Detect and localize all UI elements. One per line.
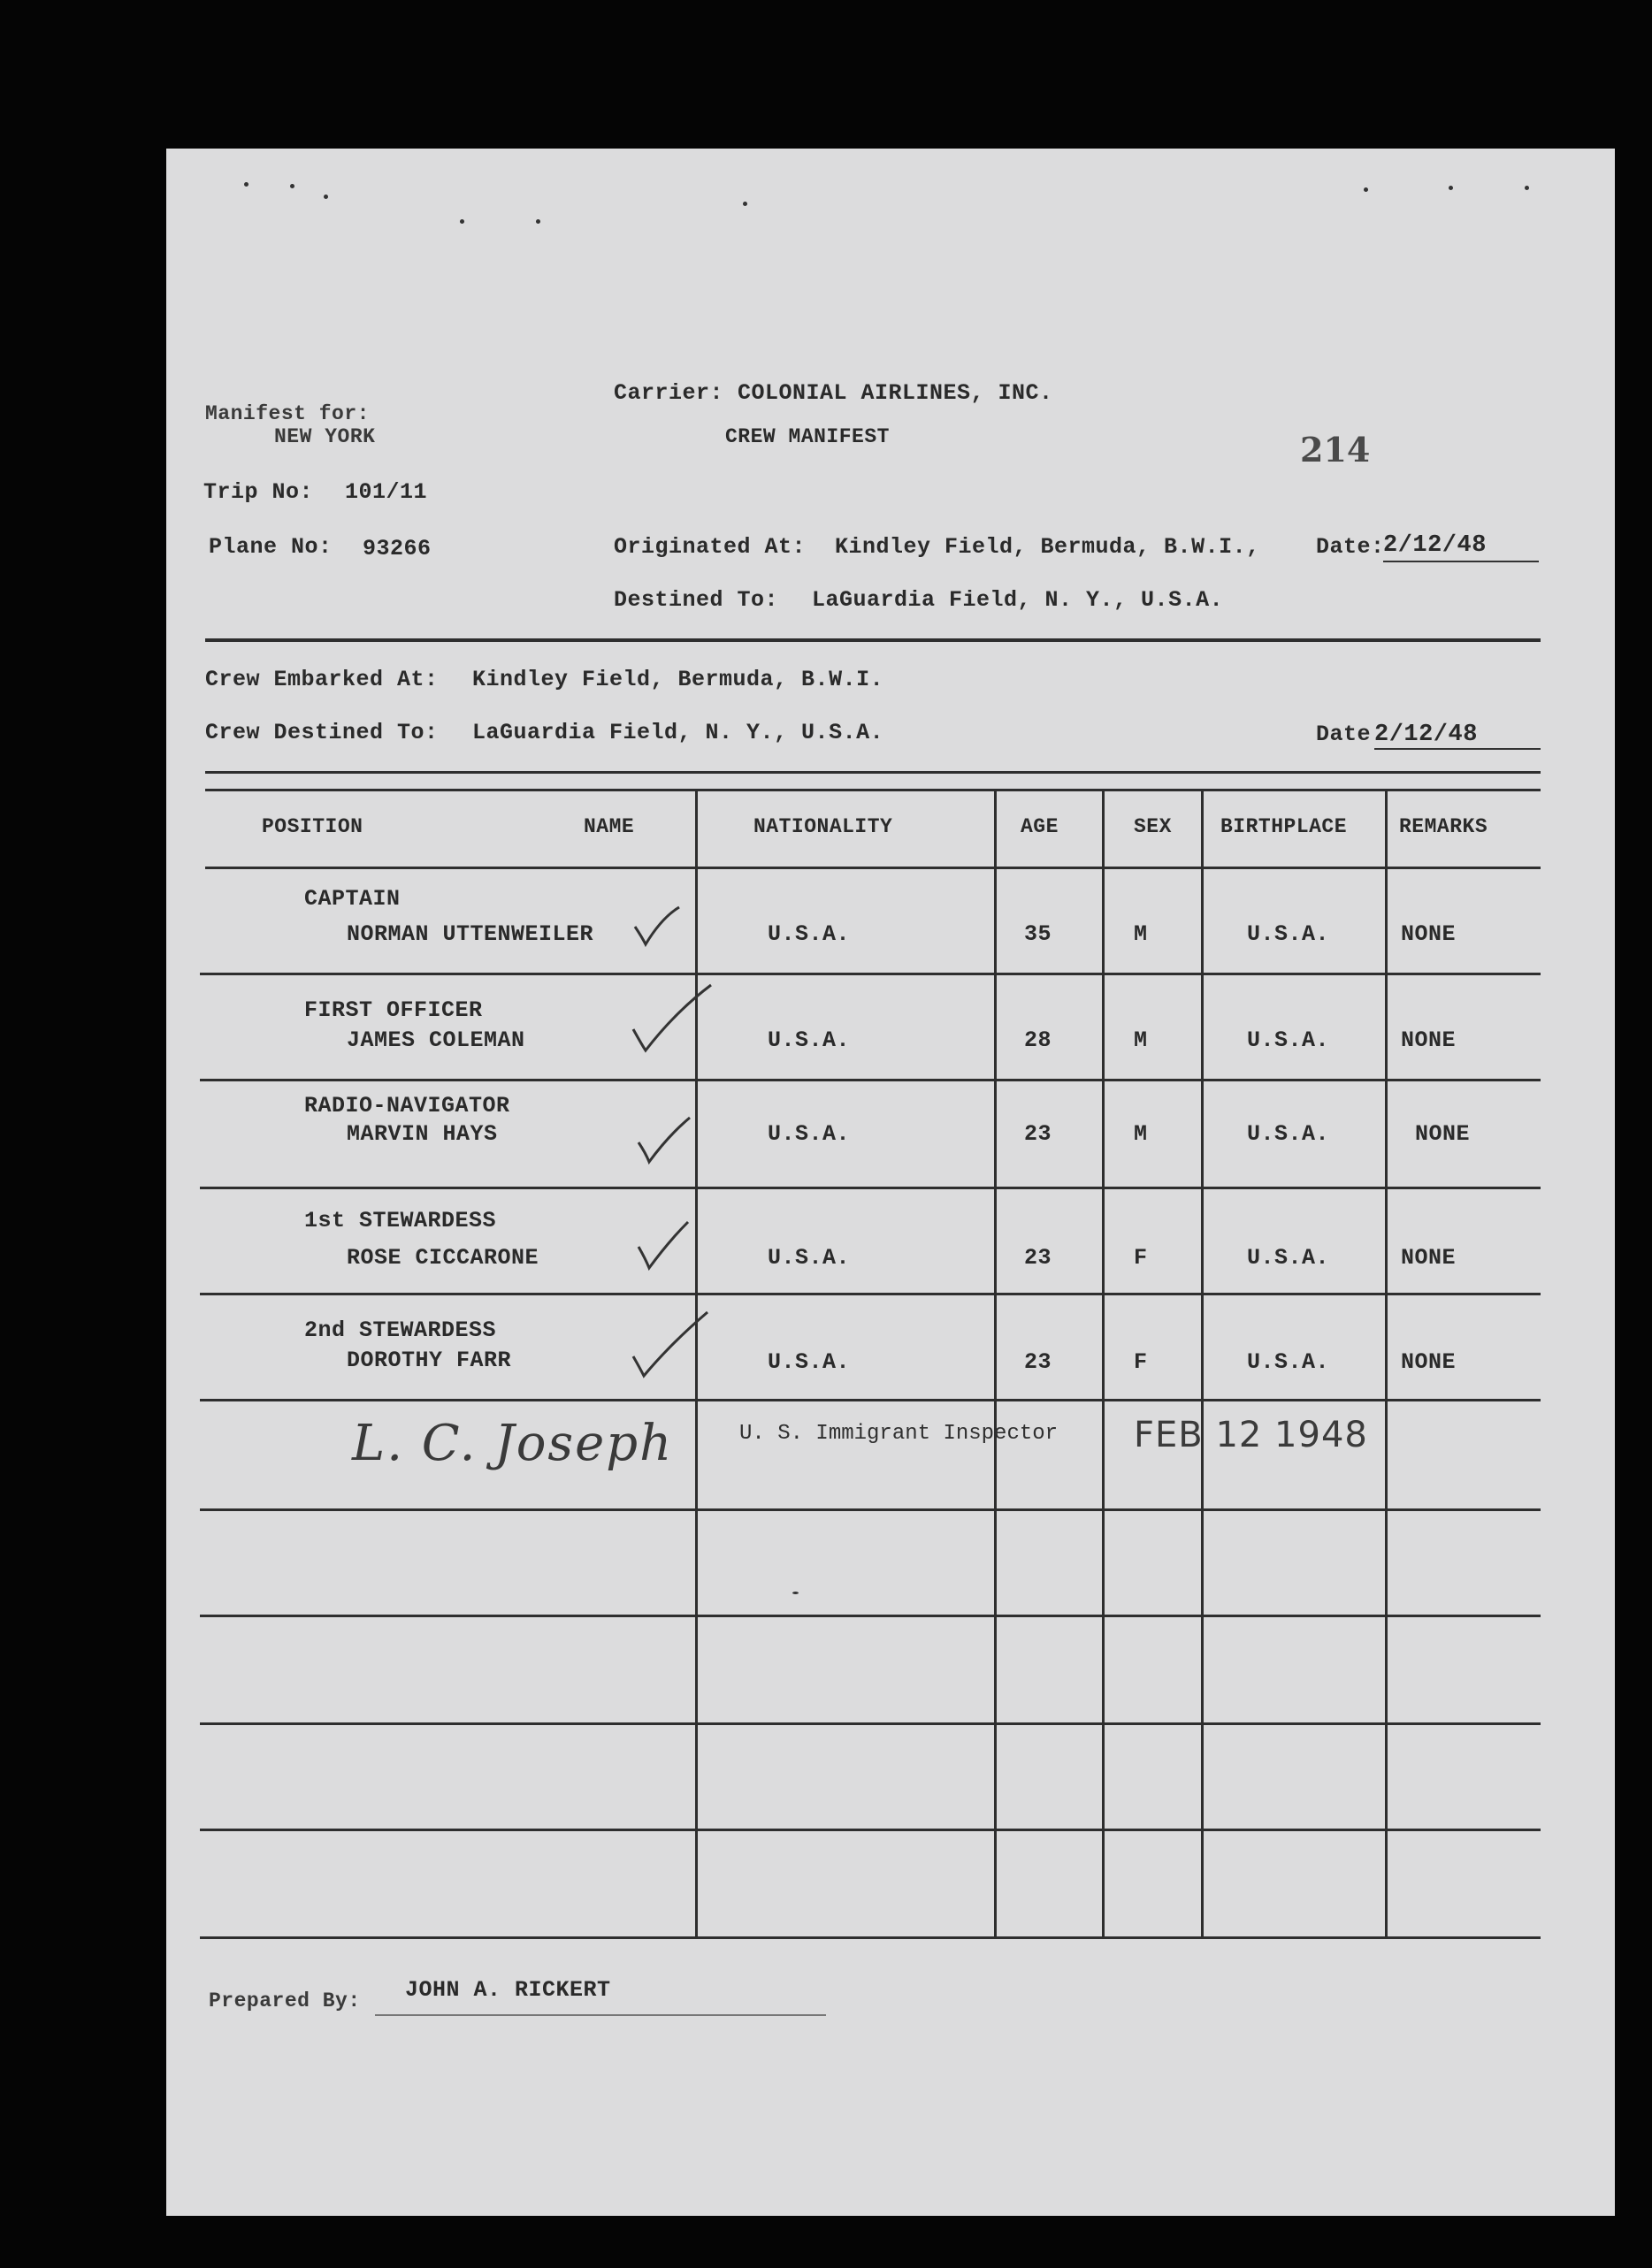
document-title: CREW MANIFEST xyxy=(725,425,890,448)
crew-destined-label: Crew Destined To: xyxy=(205,720,439,745)
row-birthplace: U.S.A. xyxy=(1247,921,1330,947)
row-sex: F xyxy=(1134,1349,1148,1375)
prepared-by-value: JOHN A. RICKERT xyxy=(405,1977,611,2003)
row-remarks: NONE xyxy=(1401,1245,1457,1271)
col-header-sex: SEX xyxy=(1134,815,1172,838)
row-line xyxy=(200,1293,1541,1295)
row-name: MARVIN HAYS xyxy=(347,1121,498,1147)
date-underline xyxy=(1383,561,1539,562)
row-line xyxy=(200,1079,1541,1081)
date-stamp: FEB 12 1948 xyxy=(1134,1415,1368,1455)
speck xyxy=(536,219,540,224)
row-line xyxy=(200,1508,1541,1511)
row-age: 28 xyxy=(1024,1027,1052,1053)
plane-value: 93266 xyxy=(363,536,432,561)
inspector-title: U. S. Immigrant Inspector xyxy=(739,1422,1059,1446)
manifest-for-label: Manifest for: xyxy=(205,402,370,425)
table-header-line xyxy=(205,867,1541,869)
speck xyxy=(324,195,328,199)
manifest-for-value: NEW YORK xyxy=(274,425,376,448)
plane-label: Plane No: xyxy=(209,534,333,560)
row-position: FIRST OFFICER xyxy=(304,997,483,1023)
row-sex: M xyxy=(1134,921,1148,947)
row-name: NORMAN UTTENWEILER xyxy=(347,921,594,947)
row-sex: M xyxy=(1134,1027,1148,1053)
carrier-label: Carrier: xyxy=(614,380,724,406)
manifest-document xyxy=(166,149,1615,2216)
col-divider xyxy=(1201,790,1204,1936)
col-divider xyxy=(994,790,997,1936)
row-nationality: U.S.A. xyxy=(768,1245,851,1271)
destined-label: Destined To: xyxy=(614,587,779,613)
trip-value: 101/11 xyxy=(345,479,428,505)
crew-embarked-label: Crew Embarked At: xyxy=(205,667,439,692)
check-mark-icon xyxy=(623,1303,729,1401)
inspector-signature: L. C. Joseph xyxy=(352,1415,674,1472)
crew-destined-value: LaGuardia Field, N. Y., U.S.A. xyxy=(472,720,884,745)
row-age: 23 xyxy=(1024,1245,1052,1271)
table-top-line xyxy=(205,771,1541,774)
row-position: CAPTAIN xyxy=(304,886,401,912)
header-divider xyxy=(205,638,1541,642)
row-nationality: U.S.A. xyxy=(768,1349,851,1375)
date-value: 2/12/48 xyxy=(1383,532,1487,559)
col-divider xyxy=(1102,790,1105,1936)
crew-date-underline xyxy=(1374,748,1541,750)
check-mark-icon xyxy=(626,891,723,971)
row-name: ROSE CICCARONE xyxy=(347,1245,539,1271)
row-nationality: U.S.A. xyxy=(768,921,851,947)
speck xyxy=(743,202,747,206)
speck xyxy=(244,182,249,187)
col-header-remarks: REMARKS xyxy=(1399,815,1488,838)
table-bottom-line xyxy=(200,1936,1541,1939)
row-position: 2nd STEWARDESS xyxy=(304,1317,497,1343)
row-nationality: U.S.A. xyxy=(768,1121,851,1147)
speck xyxy=(290,184,294,188)
page-number: 214 xyxy=(1300,430,1371,470)
row-position: 1st STEWARDESS xyxy=(304,1208,497,1233)
speck xyxy=(1525,186,1529,190)
col-divider xyxy=(1385,790,1388,1936)
check-mark-icon xyxy=(623,976,729,1073)
speck xyxy=(460,219,464,224)
row-remarks: NONE xyxy=(1415,1121,1471,1147)
originated-value: Kindley Field, Bermuda, B.W.I., xyxy=(835,534,1260,560)
speck xyxy=(792,1592,799,1594)
col-header-age: AGE xyxy=(1021,815,1059,838)
row-remarks: NONE xyxy=(1401,1027,1457,1053)
row-line xyxy=(200,1829,1541,1831)
speck xyxy=(1364,187,1368,192)
row-birthplace: U.S.A. xyxy=(1247,1027,1330,1053)
prepared-by-underline xyxy=(375,2014,826,2016)
row-remarks: NONE xyxy=(1401,921,1457,947)
col-header-birthplace: BIRTHPLACE xyxy=(1220,815,1348,838)
row-birthplace: U.S.A. xyxy=(1247,1245,1330,1271)
carrier-value: COLONIAL AIRLINES, INC. xyxy=(738,380,1053,406)
table-top-line-2 xyxy=(205,789,1541,791)
col-header-position: POSITION xyxy=(262,815,363,838)
row-line xyxy=(200,1615,1541,1617)
row-age: 35 xyxy=(1024,921,1052,947)
originated-label: Originated At: xyxy=(614,534,807,560)
date-label: Date: xyxy=(1316,534,1385,560)
crew-date-value: 2/12/48 xyxy=(1374,722,1478,748)
col-header-name: NAME xyxy=(584,815,635,838)
row-birthplace: U.S.A. xyxy=(1247,1121,1330,1147)
crew-embarked-value: Kindley Field, Bermuda, B.W.I. xyxy=(472,667,884,692)
prepared-by-label: Prepared By: xyxy=(209,1989,361,2012)
row-age: 23 xyxy=(1024,1121,1052,1147)
check-mark-icon xyxy=(631,1210,729,1289)
col-header-nationality: NATIONALITY xyxy=(753,815,893,838)
trip-label: Trip No: xyxy=(203,479,314,505)
row-line xyxy=(200,1399,1541,1401)
row-remarks: NONE xyxy=(1401,1349,1457,1375)
crew-date-label: Date xyxy=(1316,722,1372,747)
row-line xyxy=(200,1722,1541,1725)
row-age: 23 xyxy=(1024,1349,1052,1375)
row-line xyxy=(200,1187,1541,1189)
speck xyxy=(1449,186,1453,190)
check-mark-icon xyxy=(631,1100,729,1180)
row-sex: M xyxy=(1134,1121,1148,1147)
row-birthplace: U.S.A. xyxy=(1247,1349,1330,1375)
row-name: DOROTHY FARR xyxy=(347,1348,512,1373)
row-nationality: U.S.A. xyxy=(768,1027,851,1053)
row-line xyxy=(200,973,1541,975)
row-sex: F xyxy=(1134,1245,1148,1271)
row-position: RADIO-NAVIGATOR xyxy=(304,1093,510,1119)
row-name: JAMES COLEMAN xyxy=(347,1027,525,1053)
destined-value: LaGuardia Field, N. Y., U.S.A. xyxy=(812,587,1224,613)
